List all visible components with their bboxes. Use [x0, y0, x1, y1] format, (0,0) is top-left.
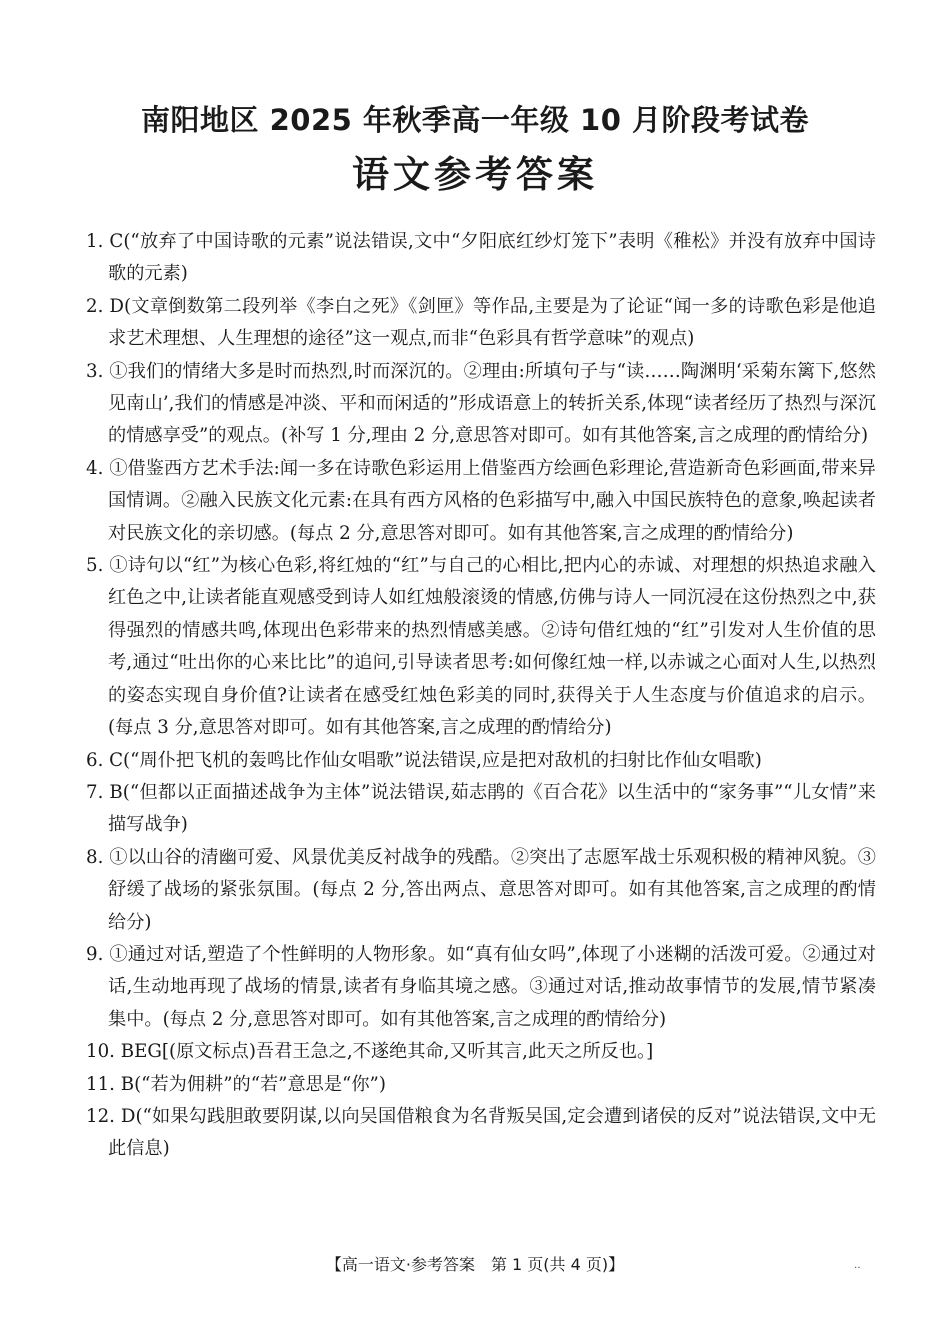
answer-item-2: 2. D(文章倒数第二段列举《李白之死》《剑匣》等作品,主要是为了论证“闻一多的诗歌色彩是他追求艺术理想、人生理想的途径”这一观点,而非“色彩具有哲学意味”的观点)	[86, 295, 876, 350]
answer-key-heading: 语文参考答案	[352, 153, 598, 196]
answer-item-7: 7. B(“但都以正面描述战争为主体”说法错误,茹志鹃的《百合花》以生活中的“家务事”“儿女情”来描写战争)	[86, 781, 876, 836]
answer-item-8: 8. ①以山谷的清幽可爱、风景优美反衬战争的残酷。②突出了志愿军战士乐观积极的精神风貌。③舒缓了战场的紧张氛围。(每点 2 分,答出两点、意思答对即可。如有其他答案,言之成理的酌情给分)	[86, 846, 876, 933]
answer-list	[86, 226, 876, 1166]
page-footer: 【高一语文·参考答案 第 1 页(共 4 页)】	[325, 1255, 625, 1274]
answer-item-1: 1. C(“放弃了中国诗歌的元素”说法错误,文中“夕阳底红纱灯笼下”表明《稚松》并没有放弃中国诗歌的元素)	[86, 231, 876, 285]
answer-item-3: 3. ①我们的情绪大多是时而热烈,时而深沉的。②理由:所填句子与“读……陶渊明‘采菊东篱下,悠然见南山’,我们的情感是冲淡、平和而闲适的”形成语意上的转折关系,体现“读者经历了热烈与深沉的情感享受”的观点。(补写 1 分,理由 2 分,意思答对即可。如有其他答案,言之成理的酌情给分)	[86, 360, 876, 447]
corner-mark: ‥	[854, 1260, 861, 1271]
exam-title: 南阳地区 2025 年秋季高一年级 10 月阶段考试卷	[141, 103, 809, 137]
answer-item-5: 5. ①诗句以“红”为核心色彩,将红烛的“红”与自己的心相比,把内心的赤诚、对理想的炽热追求融入红色之中,让读者能直观感受到诗人如红烛般滚烫的情感,仿佛与诗人一同沉浸在这份热烈之中,获得强烈的情感共鸣,体现出色彩带来的热烈情感美感。②诗句借红烛的“红”引发对人生价值的思考,通过“吐出你的心来比比”的追问,引导读者思考:如何像红烛一样,以赤诚之心面对人生,以热烈的姿态实现自身价值?让读者在感受红烛色彩美的同时,获得关于人生态度与价值追求的启示。(每点 3 分,意思答对即可。如有其他答案,言之成理的酌情给分)	[86, 555, 876, 739]
answer-item-9: 9. ①通过对话,塑造了个性鲜明的人物形象。如“真有仙女吗”,体现了小迷糊的活泼可爱。②通过对话,生动地再现了战场的情景,读者有身临其境之感。③通过对话,推动故事情节的发展,情节紧凑集中。(每点 2 分,意思答对即可。如有其他答案,言之成理的酌情给分)	[86, 943, 876, 1030]
answer-item-12: 12. D(“如果勾践胆敢要阴谋,以向吴国借粮食为名背叛吴国,定会遭到诸侯的反对”说法错误,文中无此信息)	[86, 1105, 876, 1160]
answer-item-6: 6. C(“周仆把飞机的轰鸣比作仙女唱歌”说法错误,应是把对敌机的扫射比作仙女唱歌)	[86, 749, 762, 771]
answer-item-11: 11. B(“若为佣耕”的“若”意思是“你”)	[86, 1073, 386, 1095]
answer-item-10: 10. BEG[(原文标点)吾君王急之,不遂绝其命,又听其言,此天之所反也。]	[86, 1041, 654, 1063]
answer-item-4: 4. ①借鉴西方艺术手法:闻一多在诗歌色彩运用上借鉴西方绘画色彩理论,营造新奇色彩画面,带来异国情调。②融入民族文化元素:在具有西方风格的色彩描写中,融入中国民族特色的意象,唤起读者对民族文化的亲切感。(每点 2 分,意思答对即可。如有其他答案,言之成理的酌情给分)	[86, 457, 876, 544]
